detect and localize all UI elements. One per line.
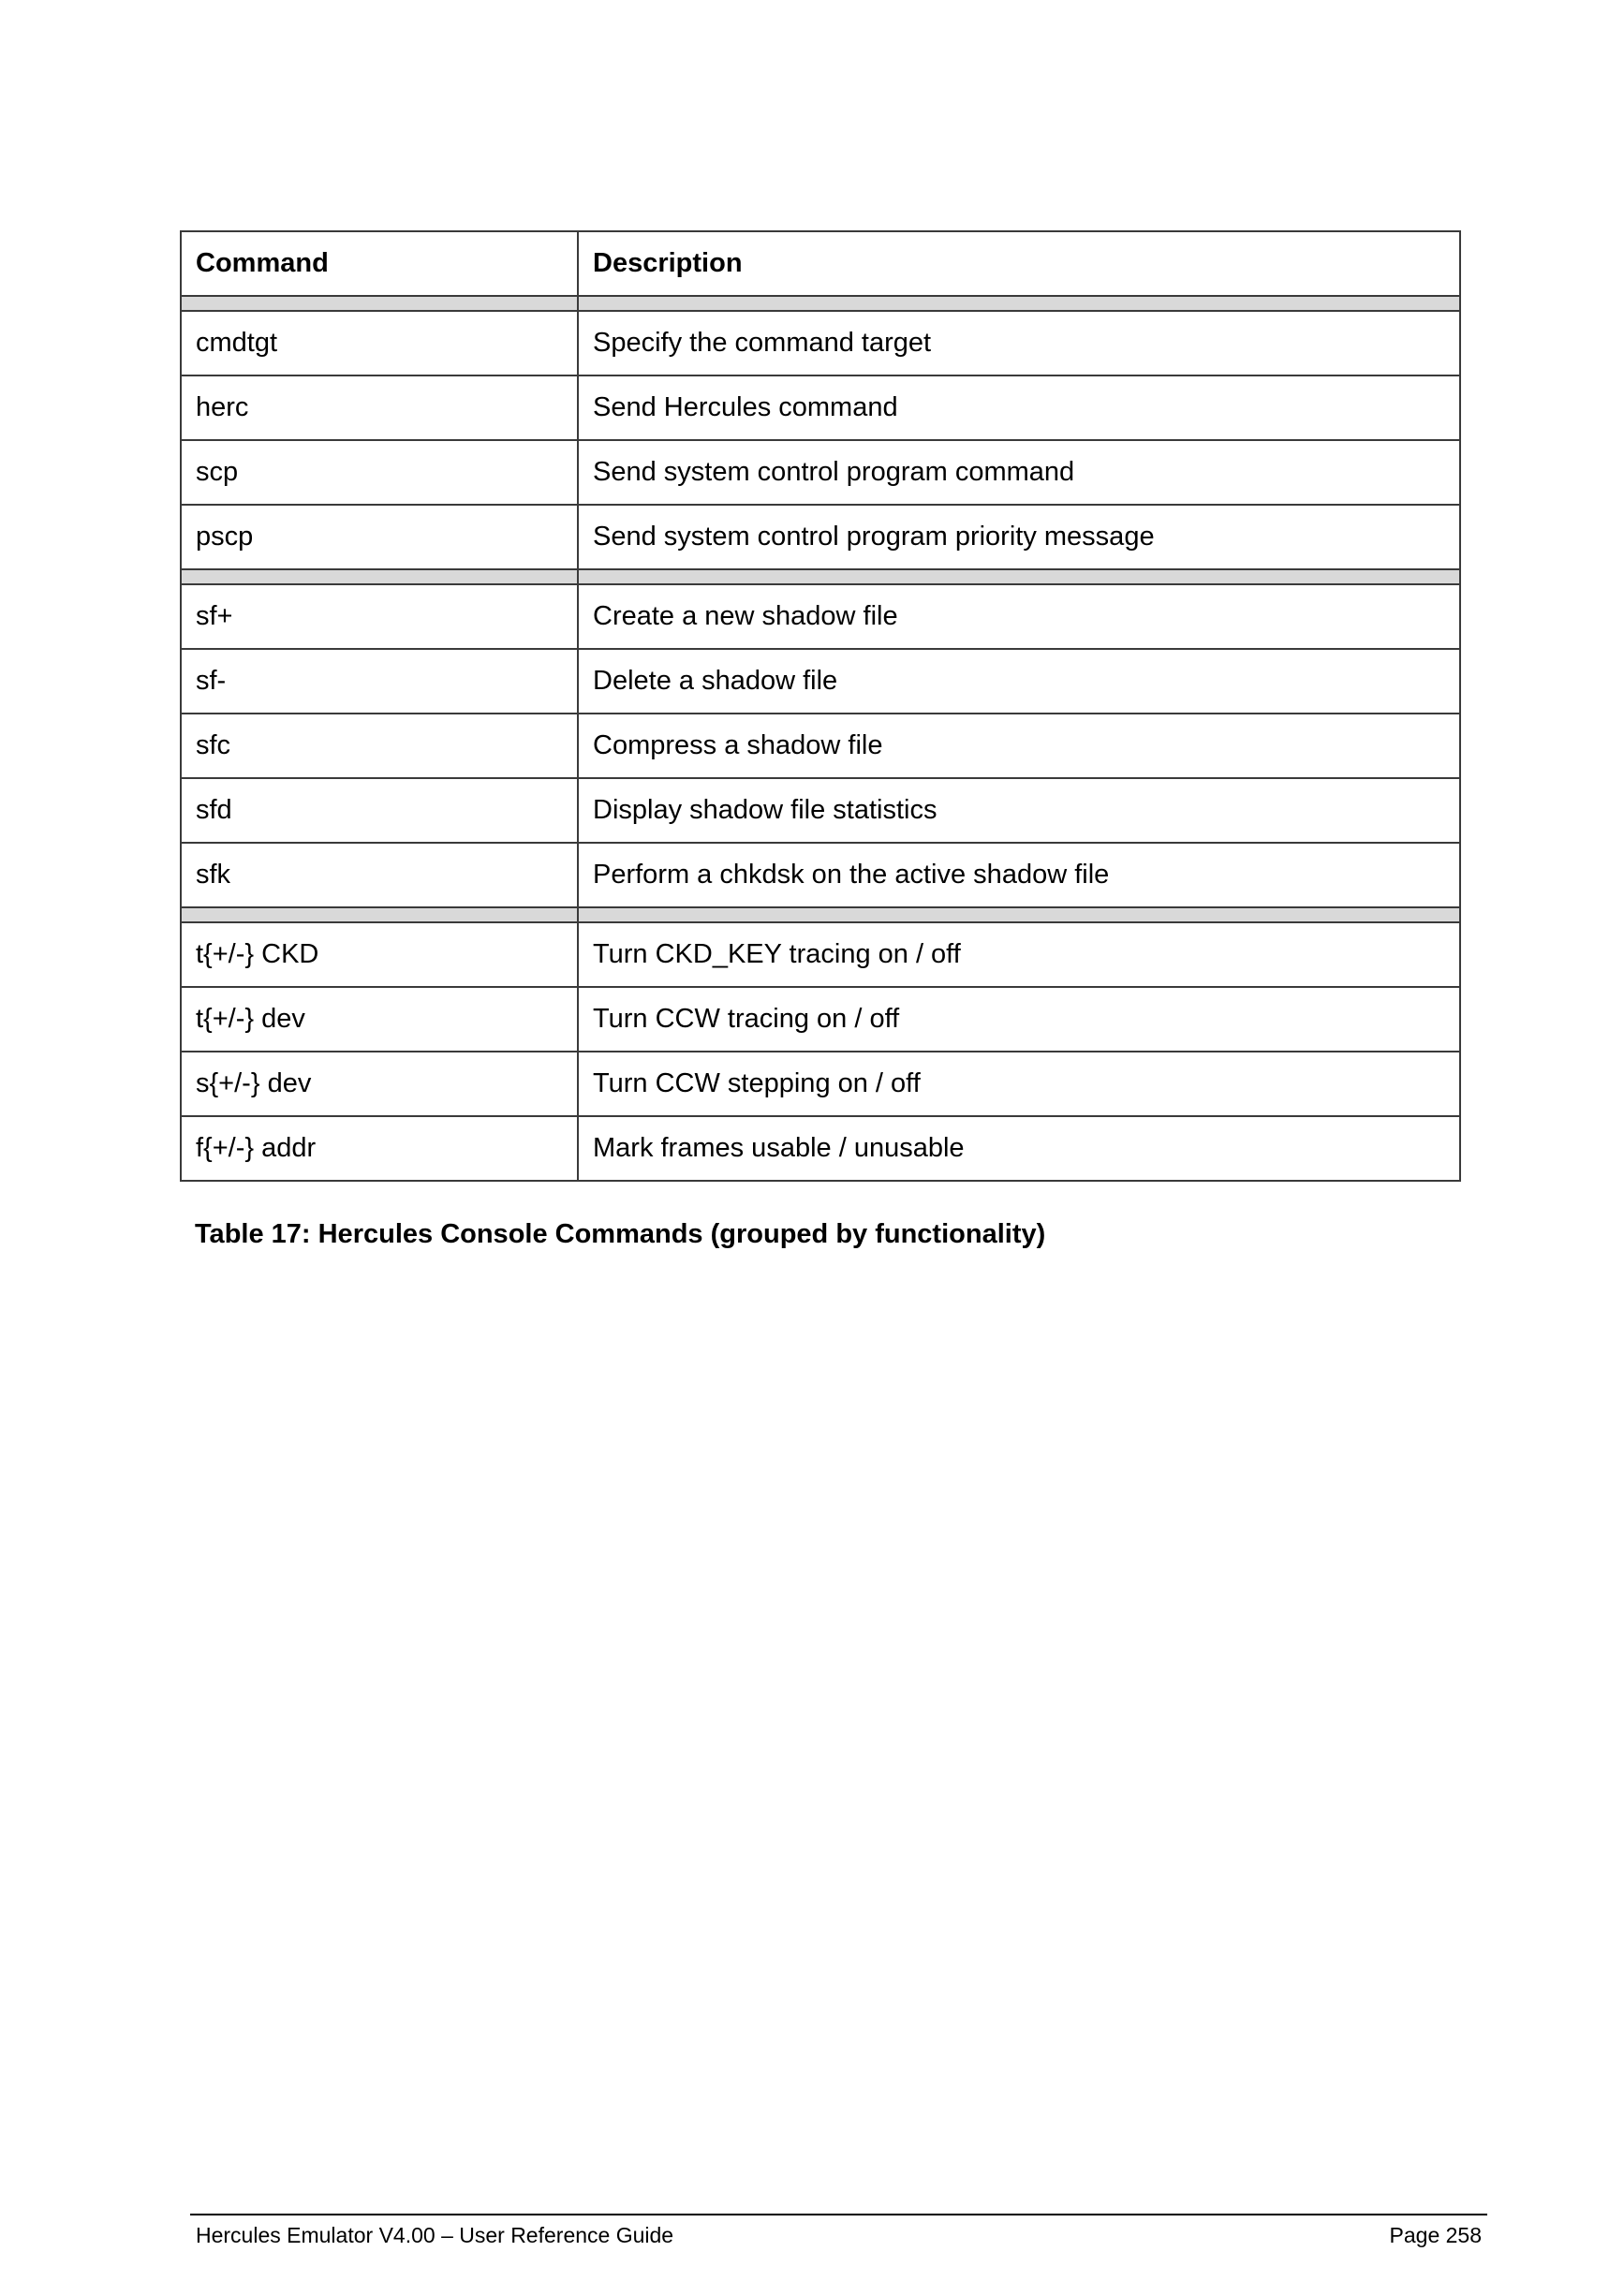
table-row	[181, 922, 1460, 987]
table-header-row	[181, 231, 1460, 296]
command-cell: cmdtgt	[181, 311, 578, 375]
column-header-command: Command	[181, 231, 578, 296]
separator-cell	[181, 296, 578, 311]
table-row	[181, 1116, 1460, 1181]
command-cell: sfc	[181, 714, 578, 778]
command-cell: f{+/-} addr	[181, 1116, 578, 1181]
command-cell: t{+/-} CKD	[181, 922, 578, 987]
command-cell: scp	[181, 440, 578, 505]
command-cell: sf-	[181, 649, 578, 714]
description-cell: Turn CCW stepping on / off	[578, 1052, 1460, 1116]
description-cell: Turn CKD_KEY tracing on / off	[578, 922, 1460, 987]
commands-table	[180, 230, 1461, 1182]
table-row	[181, 649, 1460, 714]
description-cell: Compress a shadow file	[578, 714, 1460, 778]
description-cell: Send system control program command	[578, 440, 1460, 505]
description-cell: Create a new shadow file	[578, 584, 1460, 649]
table-row	[181, 843, 1460, 907]
footer-document-title: Hercules Emulator V4.00 – User Reference Guide	[196, 2223, 674, 2247]
group-separator-row	[181, 296, 1460, 311]
table-row	[181, 778, 1460, 843]
footer-page-number: Page 258	[1389, 2223, 1482, 2247]
command-cell: s{+/-} dev	[181, 1052, 578, 1116]
description-cell: Specify the command target	[578, 311, 1460, 375]
separator-cell	[181, 569, 578, 584]
description-cell: Delete a shadow file	[578, 649, 1460, 714]
table-row	[181, 440, 1460, 505]
description-cell: Send system control program priority message	[578, 505, 1460, 569]
separator-cell	[578, 907, 1460, 922]
table-row	[181, 714, 1460, 778]
group-separator-row	[181, 569, 1460, 584]
table-row	[181, 584, 1460, 649]
separator-cell	[578, 296, 1460, 311]
description-cell: Mark frames usable / unusable	[578, 1116, 1460, 1181]
description-cell: Turn CCW tracing on / off	[578, 987, 1460, 1052]
separator-cell	[578, 569, 1460, 584]
table-row	[181, 311, 1460, 375]
column-header-description: Description	[578, 231, 1460, 296]
description-cell: Display shadow file statistics	[578, 778, 1460, 843]
table-caption: Table 17: Hercules Console Commands (grouped by functionality)	[195, 1219, 1046, 1249]
page-footer	[190, 2214, 1487, 2247]
command-cell: sf+	[181, 584, 578, 649]
command-cell: sfd	[181, 778, 578, 843]
table-row	[181, 505, 1460, 569]
separator-cell	[181, 907, 578, 922]
command-cell: pscp	[181, 505, 578, 569]
table-row	[181, 375, 1460, 440]
table-row	[181, 987, 1460, 1052]
description-cell: Send Hercules command	[578, 375, 1460, 440]
description-cell: Perform a chkdsk on the active shadow file	[578, 843, 1460, 907]
command-cell: t{+/-} dev	[181, 987, 578, 1052]
table-row	[181, 1052, 1460, 1116]
group-separator-row	[181, 907, 1460, 922]
command-cell: herc	[181, 375, 578, 440]
table-body	[181, 296, 1460, 1181]
command-cell: sfk	[181, 843, 578, 907]
